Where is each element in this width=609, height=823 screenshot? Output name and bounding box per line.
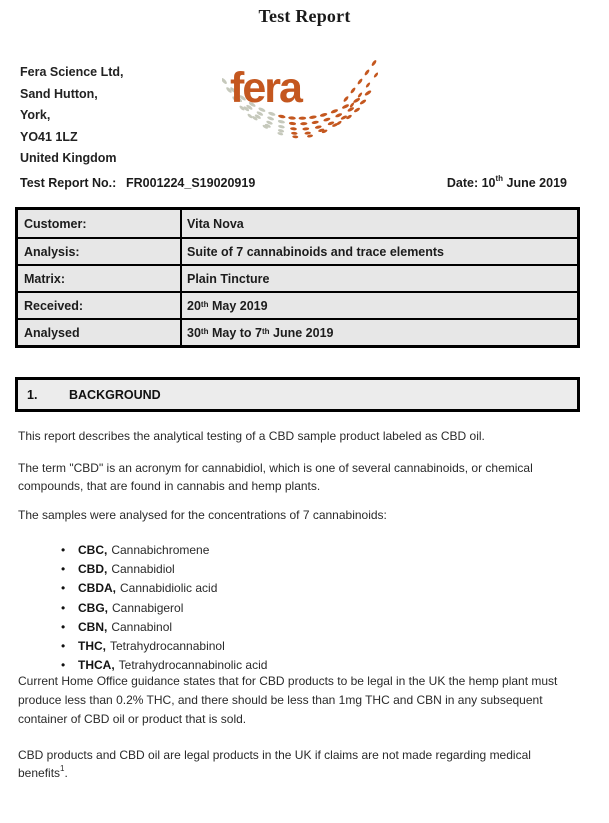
paragraph-line: compounds, that are found in cannabis and hemp plants. bbox=[18, 479, 321, 493]
report-no-label: Test Report No.: bbox=[20, 176, 117, 190]
paragraph-intro: This report describes the analytical testing of a CBD sample product labeled as CBD oil. bbox=[18, 429, 485, 443]
seed-shape bbox=[373, 72, 378, 78]
seed-shape bbox=[315, 125, 322, 129]
bullet-abbr: CBN, bbox=[78, 619, 108, 634]
seed-shape bbox=[357, 78, 364, 85]
bullet-abbr: THC, bbox=[78, 639, 106, 654]
seed-shape bbox=[330, 108, 338, 114]
seed-shape bbox=[278, 114, 286, 119]
list-item bbox=[61, 541, 267, 560]
paragraph-legality bbox=[18, 746, 578, 782]
date-text: June 2019 bbox=[269, 325, 334, 340]
paragraph-samples: The samples were analysed for the concentrations of 7 cannabinoids: bbox=[18, 508, 387, 522]
seed-shape bbox=[288, 116, 296, 120]
list-item bbox=[61, 618, 267, 637]
section-header-background bbox=[15, 377, 580, 412]
address-block bbox=[20, 62, 124, 170]
seed-shape bbox=[309, 115, 317, 119]
footnote-marker: 1 bbox=[60, 764, 65, 773]
report-no-value: FR001224_S19020919 bbox=[126, 176, 256, 190]
paragraph-home-office bbox=[18, 672, 578, 729]
table-row bbox=[18, 264, 577, 291]
address-line: Fera Science Ltd, bbox=[20, 65, 124, 79]
report-meta-row bbox=[0, 173, 609, 192]
paragraph-line: container of CBD oil or product that is sold. bbox=[18, 712, 247, 726]
paragraph-line: produce less than 0.2% THC, and there should be less than 1mg THC and CBN in any subsequent bbox=[18, 693, 543, 707]
bullet-name: Cannabinol bbox=[111, 619, 173, 634]
date-text: 30 bbox=[187, 325, 201, 340]
list-item bbox=[61, 560, 267, 579]
seed-shape bbox=[267, 116, 275, 121]
section-title: BACKGROUND bbox=[69, 387, 161, 402]
row-label: Received: bbox=[18, 293, 182, 318]
seed-shape bbox=[304, 131, 311, 135]
date-ordinal: th bbox=[495, 173, 504, 183]
seed-shape bbox=[320, 112, 328, 117]
seed-shape bbox=[341, 103, 349, 109]
fera-logo bbox=[222, 55, 378, 147]
seed-shape bbox=[349, 102, 355, 108]
bullet-name: Cannabidiolic acid bbox=[120, 581, 218, 596]
date-text: May 2019 bbox=[208, 298, 268, 313]
bullet-name: Tetrahydrocannabinolic acid bbox=[118, 658, 268, 673]
paragraph-cbd-definition bbox=[18, 459, 578, 495]
address-line: York, bbox=[20, 108, 51, 122]
row-value: Vita Nova bbox=[182, 210, 577, 237]
page-title: Test Report bbox=[258, 6, 351, 26]
seed-shape bbox=[311, 120, 319, 124]
seed-shape bbox=[278, 124, 285, 129]
date-text: 20 bbox=[187, 298, 201, 313]
address-line: United Kingdom bbox=[20, 151, 117, 165]
bullet-icon: • bbox=[61, 658, 66, 673]
seed-shape bbox=[364, 69, 370, 76]
cannabinoid-bullet-list bbox=[61, 541, 267, 675]
bullet-abbr: CBG, bbox=[78, 600, 108, 615]
seed-shape bbox=[350, 87, 357, 94]
bullet-name: Cannabidiol bbox=[111, 562, 175, 577]
bullet-abbr: CBD, bbox=[78, 562, 108, 577]
address-line: Sand Hutton, bbox=[20, 86, 98, 101]
list-item bbox=[61, 579, 267, 598]
section-number: 1. bbox=[27, 387, 38, 402]
row-label: Analysis: bbox=[18, 239, 182, 264]
row-value: 30 $^{th}$ May to 7 $^{th}$ June 2019 bbox=[182, 320, 577, 345]
list-item bbox=[61, 599, 267, 618]
paragraph-line: Current Home Office guidance states that for CBD products to be legal in the UK the hemp plant must bbox=[18, 674, 558, 688]
bullet-icon: • bbox=[61, 562, 66, 577]
row-label: Analysed bbox=[18, 320, 182, 345]
seed-shape bbox=[365, 82, 371, 88]
seed-shape bbox=[291, 132, 298, 135]
seed-shape bbox=[323, 117, 331, 122]
seed-shape bbox=[353, 107, 360, 113]
report-date bbox=[446, 173, 567, 190]
seed-shape bbox=[371, 59, 377, 66]
seed-shape bbox=[359, 99, 367, 106]
paragraph-text: CBD products and CBD oil are legal products in the UK if claims are not made regarding medical benefits bbox=[18, 748, 531, 780]
row-value: Plain Tincture bbox=[182, 266, 577, 291]
seed-shape bbox=[343, 95, 350, 102]
fera-logo-swoosh-icon bbox=[222, 55, 378, 147]
table-row bbox=[18, 237, 577, 264]
paragraph-line: The term "CBD" is an acronym for cannabidiol, which is one of several cannabinoids, or chemical bbox=[18, 461, 533, 475]
seed-shape bbox=[299, 116, 307, 119]
table-row bbox=[18, 291, 577, 318]
seed-shape bbox=[222, 77, 228, 85]
seed-shape bbox=[247, 113, 253, 119]
date-text: June 2019 bbox=[503, 176, 567, 190]
seed-shape bbox=[289, 122, 296, 126]
row-value: Suite of 7 cannabinoids and trace elements bbox=[182, 239, 577, 264]
table-row bbox=[18, 318, 577, 345]
bullet-name: Tetrahydrocannabinol bbox=[110, 639, 225, 654]
row-label: Customer: bbox=[18, 210, 182, 237]
bullet-abbr: THCA, bbox=[78, 658, 115, 673]
seed-shape bbox=[302, 127, 309, 130]
bullet-icon: • bbox=[61, 600, 66, 615]
date-text: May to 7 bbox=[208, 325, 262, 340]
sample-info-table bbox=[15, 207, 580, 348]
seed-shape bbox=[292, 135, 298, 138]
seed-shape bbox=[364, 90, 372, 97]
seed-shape bbox=[300, 122, 307, 125]
seed-shape bbox=[335, 112, 343, 118]
bullet-abbr: CBC, bbox=[78, 543, 108, 557]
row-value: 20 $^{th}$ May 2019 bbox=[182, 293, 577, 318]
seed-shape bbox=[290, 127, 297, 131]
date-text: Date: 10 bbox=[446, 176, 496, 190]
list-item bbox=[61, 637, 267, 656]
row-label: Matrix: bbox=[18, 266, 182, 291]
seed-shape bbox=[307, 134, 313, 138]
bullet-name: Cannabichromene bbox=[111, 543, 210, 557]
bullet-icon: • bbox=[61, 543, 66, 557]
bullet-name: Cannabigerol bbox=[112, 600, 184, 615]
seed-shape bbox=[278, 119, 286, 124]
table-row bbox=[18, 210, 577, 237]
seed-shape bbox=[357, 92, 363, 98]
paragraph-text: . bbox=[64, 766, 68, 780]
bullet-icon: • bbox=[61, 639, 66, 654]
fera-logo-wordmark: fera bbox=[230, 64, 301, 112]
bullet-icon: • bbox=[61, 581, 66, 596]
bullet-icon: • bbox=[61, 619, 66, 634]
address-line: YO41 1LZ bbox=[20, 129, 78, 144]
bullet-abbr: CBDA, bbox=[78, 581, 116, 596]
